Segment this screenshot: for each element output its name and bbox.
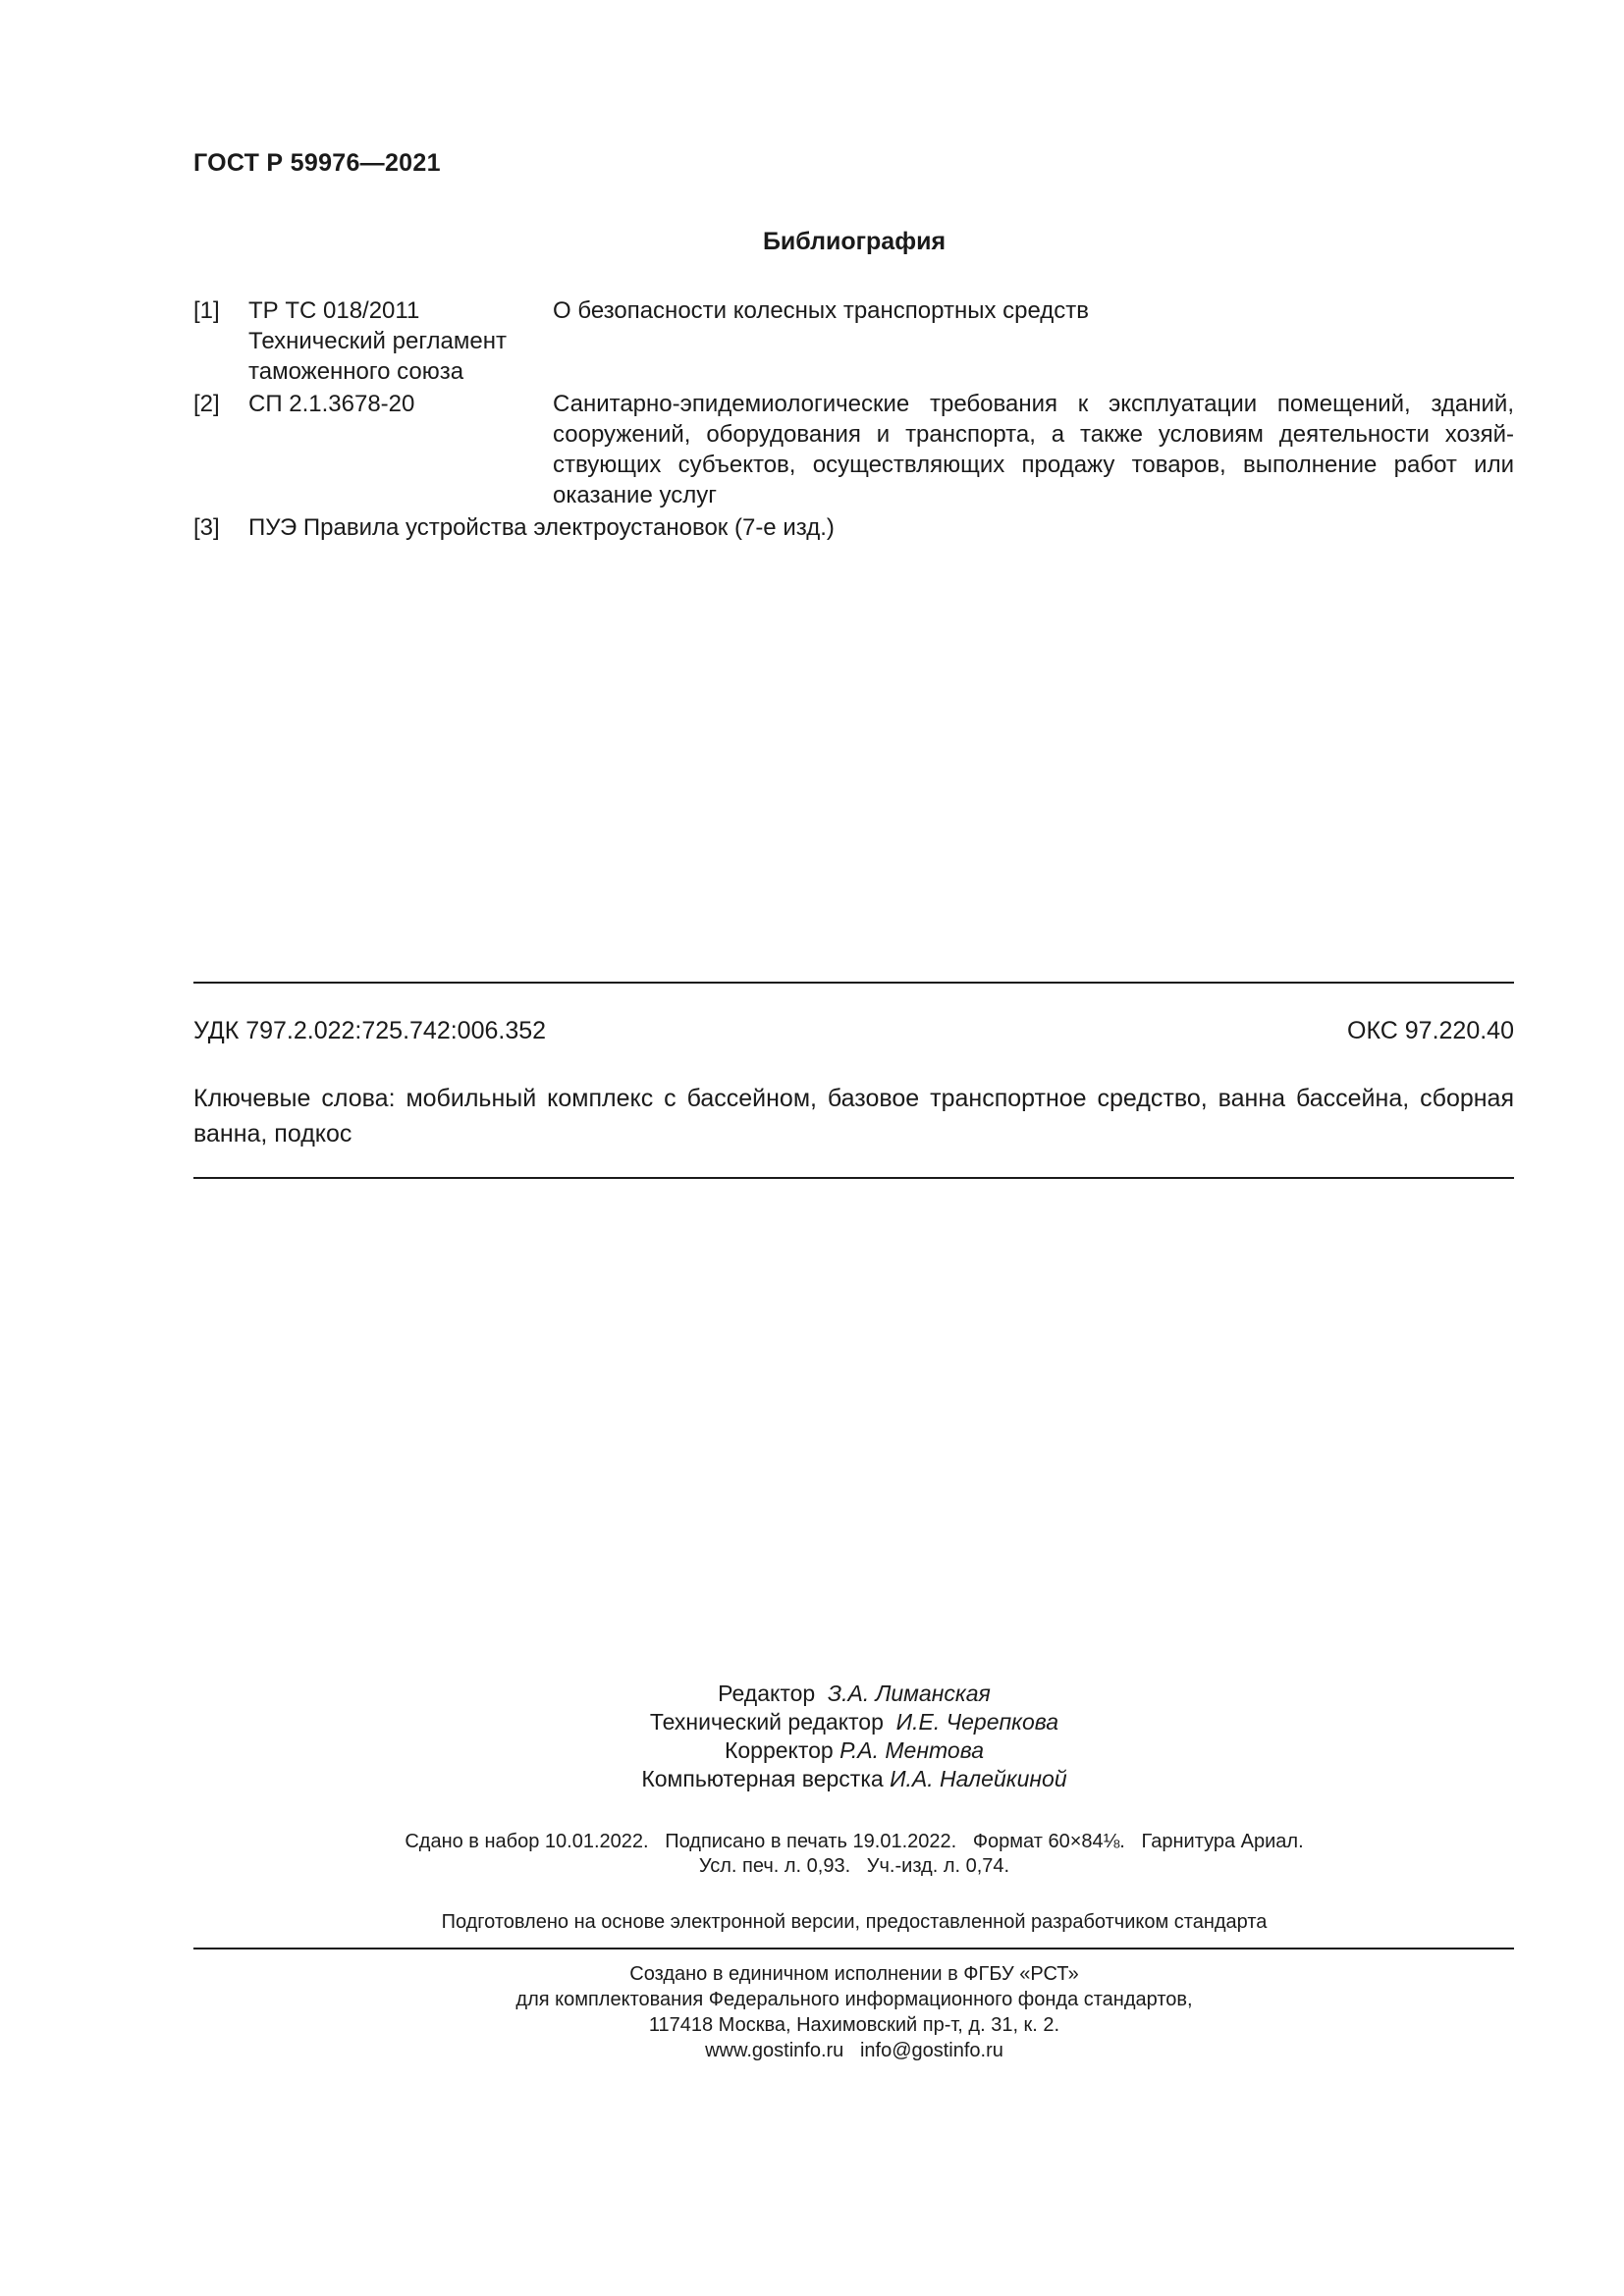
staff-credits — [0, 1680, 1624, 1793]
imprint-info: Создано в единичном исполнении в ФГБУ «РСТ» для комплектования Федерального информационного фонда стандартов, 117418 Москва, Нахимовский пр-т, д. 31, к. 2. www.gostinfo.ru info@gostinfo.ru — [515, 1963, 1193, 2061]
staff-line — [0, 1708, 1624, 1736]
print-info: Сдано в набор 10.01.2022. Подписано в печать 19.01.2022. Формат 60×84⅛. Гарнитура Ариал. Усл. печ. л. 0,93. Уч.-изд. л. 0,74. — [405, 1831, 1304, 1877]
bibliography-title: Библиография — [762, 228, 947, 255]
oks-code: ОКС 97.220.40 — [1347, 1017, 1514, 1044]
divider-imprint — [193, 1948, 1514, 1949]
entry-description: Санитарно-эпидемиологические требования к эксплуатации помещений, зданий, сооружений, оборудования и транспорта, а также условиям деятельности хозяйствующих субъектов, осуществляющих продажу товаров, выполнение работ или оказание услуг — [553, 391, 1514, 508]
entry-description: О безопасности колесных транспортных средств — [553, 297, 1090, 324]
staff-role: Технический редактор — [649, 1709, 884, 1735]
staff-name: З.А. Лиманская — [827, 1681, 991, 1706]
entry-number: [3] — [193, 514, 220, 541]
staff-line — [0, 1765, 1624, 1793]
staff-name: И.А. Налейкиной — [890, 1766, 1067, 1791]
entry-code: ТР ТС 018/2011 Технический регламент таможенного союза — [248, 297, 507, 385]
staff-line — [0, 1736, 1624, 1765]
bibliography-entry — [193, 512, 1514, 543]
bibliography-entry — [193, 389, 1514, 510]
entry-number: [2] — [193, 391, 220, 417]
staff-role: Корректор — [724, 1737, 834, 1763]
staff-role: Редактор — [718, 1681, 816, 1706]
udk-code: УДК 797.2.022:725.742:006.352 — [193, 1017, 547, 1044]
keywords: Ключевые слова: мобильный комплекс с бассейном, базовое транспортное средство, ванна бассейна, сборная ванна, подкос — [193, 1085, 1514, 1148]
entry-full-text: ПУЭ Правила устройства электроустановок (7-е изд.) — [248, 514, 835, 541]
bibliography-entry — [193, 295, 1514, 387]
standard-code: ГОСТ Р 59976—2021 — [193, 149, 441, 177]
bibliography-list — [193, 295, 1514, 545]
staff-line — [0, 1680, 1624, 1708]
entry-code: СП 2.1.3678-20 — [248, 391, 415, 417]
staff-name: И.Е. Черепкова — [895, 1709, 1059, 1735]
staff-name: Р.А. Ментова — [839, 1737, 984, 1763]
staff-role: Компьютерная верстка — [641, 1766, 884, 1791]
entry-number: [1] — [193, 297, 220, 324]
prepared-note: Подготовлено на основе электронной версии, предоставленной разработчиком стандарта — [441, 1911, 1268, 1933]
divider-bottom — [193, 1177, 1514, 1179]
divider-top — [193, 982, 1514, 984]
